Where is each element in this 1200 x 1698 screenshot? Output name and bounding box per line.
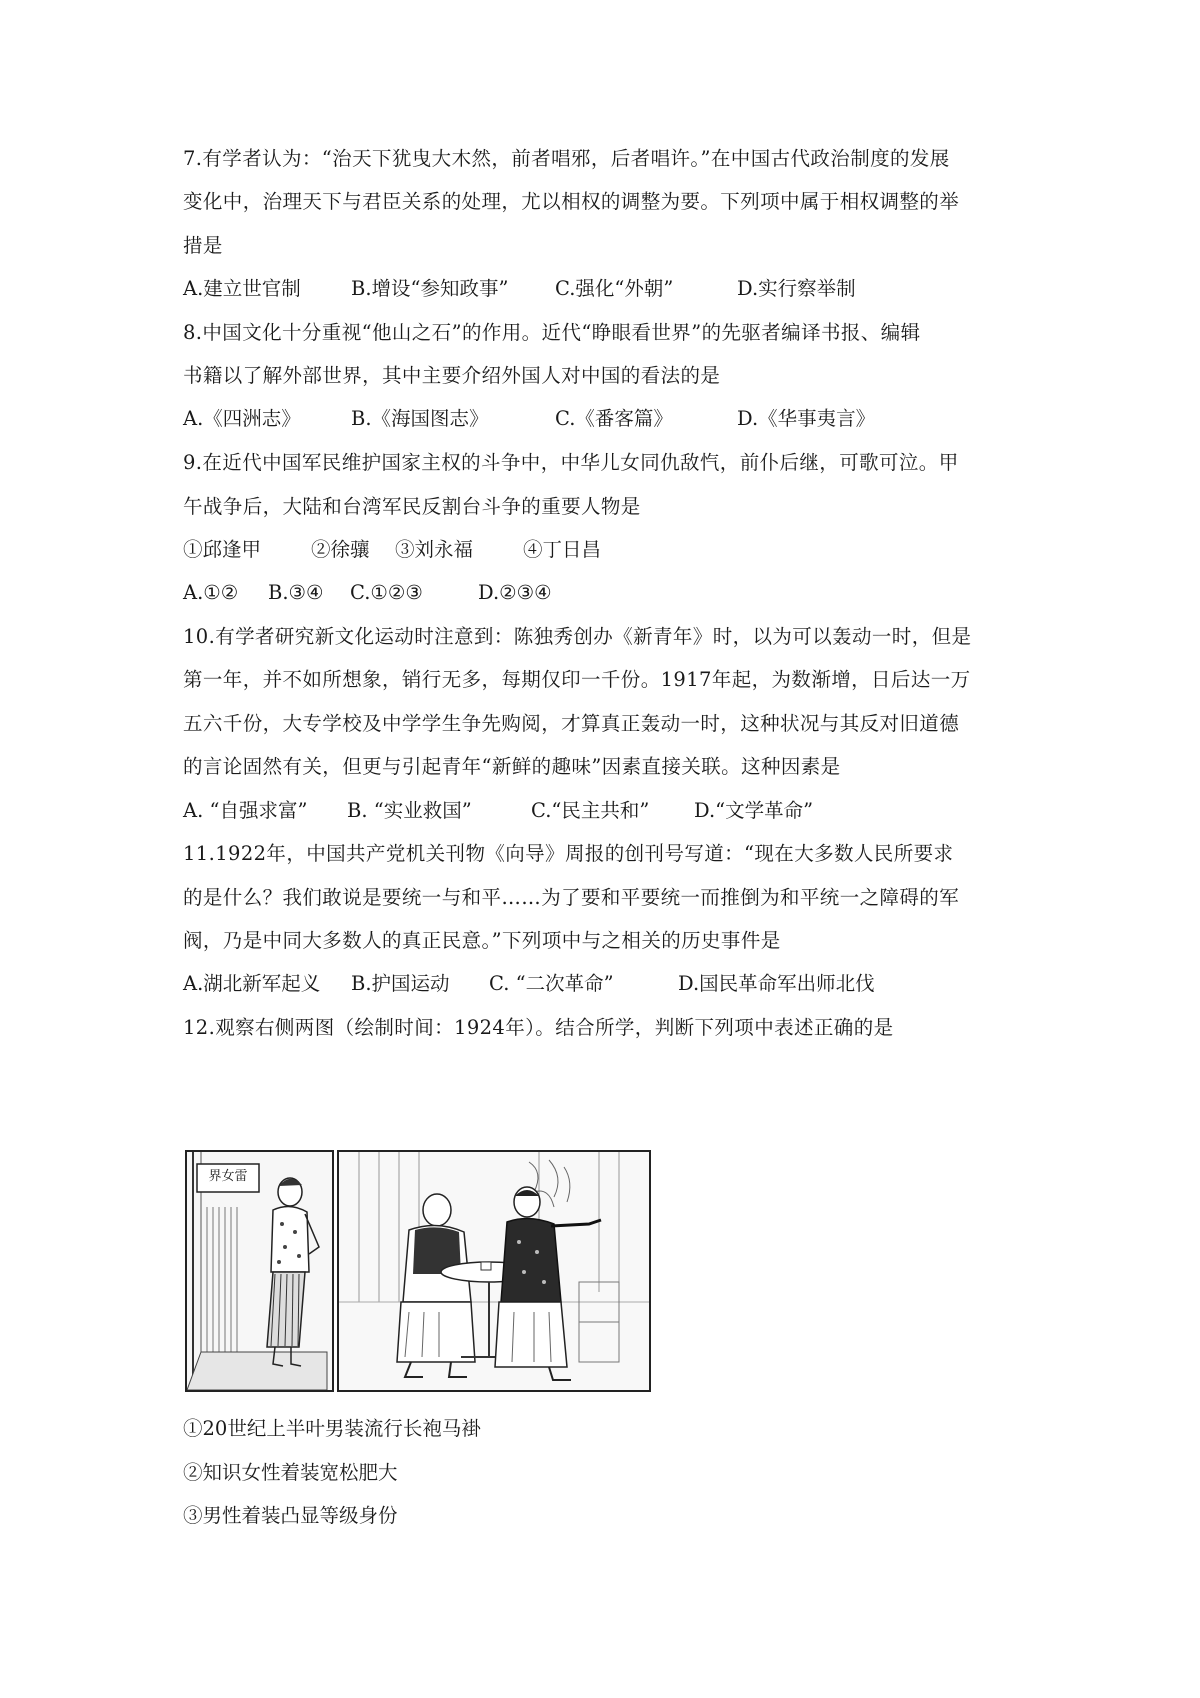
q7-stem-line-1: 7.有学者认为：“治天下犹曳大木然，前者唱邪，后者唱许。”在中国古代政治制度的发展	[183, 147, 950, 170]
q8-option-a: A.《四洲志》	[183, 407, 301, 430]
q10-stem-line-1: 10.有学者研究新文化运动时注意到：陈独秀创办《新青年》时，以为可以轰动一时，但是	[183, 625, 972, 648]
q12-statement-1: ①20世纪上半叶男装流行长袍马褂	[183, 1417, 481, 1440]
q7-stem-line-2: 变化中，治理天下与君臣关系的处理，尤以相权的调整为要。下列项中属于相权调整的举	[183, 190, 960, 213]
q7-option-c: C.强化“外朝”	[555, 277, 674, 300]
q9-item-3: ③刘永福	[395, 538, 474, 561]
q7-option-a: A.建立世官制	[183, 277, 301, 300]
q9-option-a: A.①②	[183, 581, 239, 604]
q10-option-a: A. “自强求富”	[183, 799, 308, 822]
q7-option-b: B.增设“参知政事”	[351, 277, 509, 300]
q10-option-b: B. “实业救国”	[347, 799, 472, 822]
q12-illustrations	[185, 1150, 650, 1392]
q9-item-2: ②徐骧	[311, 538, 370, 561]
illustration-men-tea-table	[337, 1150, 651, 1392]
woman-drawing	[187, 1152, 332, 1390]
q11-stem-line-1: 11.1922年，中国共产党机关刊物《向导》周报的创刊号写道：“现在大多数人民所要求	[183, 842, 954, 865]
q7-stem-line-3: 措是	[183, 234, 223, 257]
store-sign-text: 界女雷	[208, 1169, 248, 1184]
q12-statement-3: ③男性着装凸显等级身份	[183, 1504, 398, 1527]
q11-option-a: A.湖北新军起义	[183, 972, 321, 995]
q10-option-c: C.“民主共和”	[531, 799, 650, 822]
q11-option-b: B.护国运动	[351, 972, 450, 995]
q10-stem-line-4: 的言论固然有关，但更与引起青年“新鲜的趣味”因素直接关联。这种因素是	[183, 755, 841, 778]
q8-option-b: B.《海国图志》	[351, 407, 489, 430]
q8-stem-line-2: 书籍以了解外部世界，其中主要介绍外国人对中国的看法的是	[183, 364, 721, 387]
q9-stem-line-1: 9.在近代中国军民维护国家主权的斗争中，中华儿女同仇敌忾，前仆后继，可歌可泣。甲	[183, 451, 959, 474]
q10-stem-line-2: 第一年，并不如所想象，销行无多，每期仅印一千份。1917年起，为数渐增，日后达一万	[183, 668, 971, 691]
q11-option-d: D.国民革命军出师北伐	[678, 972, 875, 995]
q9-option-d: D.②③④	[478, 581, 552, 604]
q9-option-c: C.①②③	[350, 581, 423, 604]
q10-option-d: D.“文学革命”	[694, 799, 814, 822]
q10-stem-line-3: 五六千份，大专学校及中学学生争先购阅，才算真正轰动一时，这种状况与其反对旧道德	[183, 712, 960, 735]
q8-option-c: C.《番客篇》	[555, 407, 673, 430]
q7-option-d: D.实行察举制	[737, 277, 856, 300]
q11-option-c: C. “二次革命”	[489, 972, 614, 995]
q9-item-1: ①邱逢甲	[183, 538, 262, 561]
q12-statement-2: ②知识女性着装宽松肥大	[183, 1461, 398, 1484]
q8-option-d: D.《华事夷言》	[737, 407, 876, 430]
q12-stem-line-1: 12.观察右侧两图（绘制时间：1924年）。结合所学，判断下列项中表述正确的是	[183, 1016, 894, 1039]
q11-stem-line-2: 的是什么？我们敢说是要统一与和平……为了要和平要统一而推倒为和平统一之障碍的军	[183, 886, 960, 909]
q9-stem-line-2: 午战争后，大陆和台湾军民反割台斗争的重要人物是	[183, 495, 641, 518]
q9-item-4: ④丁日昌	[523, 538, 602, 561]
men-drawing	[339, 1152, 649, 1390]
illustration-woman-doorway	[185, 1150, 334, 1392]
q11-stem-line-3: 阀，乃是中同大多数人的真正民意。”下列项中与之相关的历史事件是	[183, 929, 781, 952]
q8-stem-line-1: 8.中国文化十分重视“他山之石”的作用。近代“睁眼看世界”的先驱者编译书报、编辑	[183, 321, 921, 344]
q9-option-b: B.③④	[268, 581, 324, 604]
